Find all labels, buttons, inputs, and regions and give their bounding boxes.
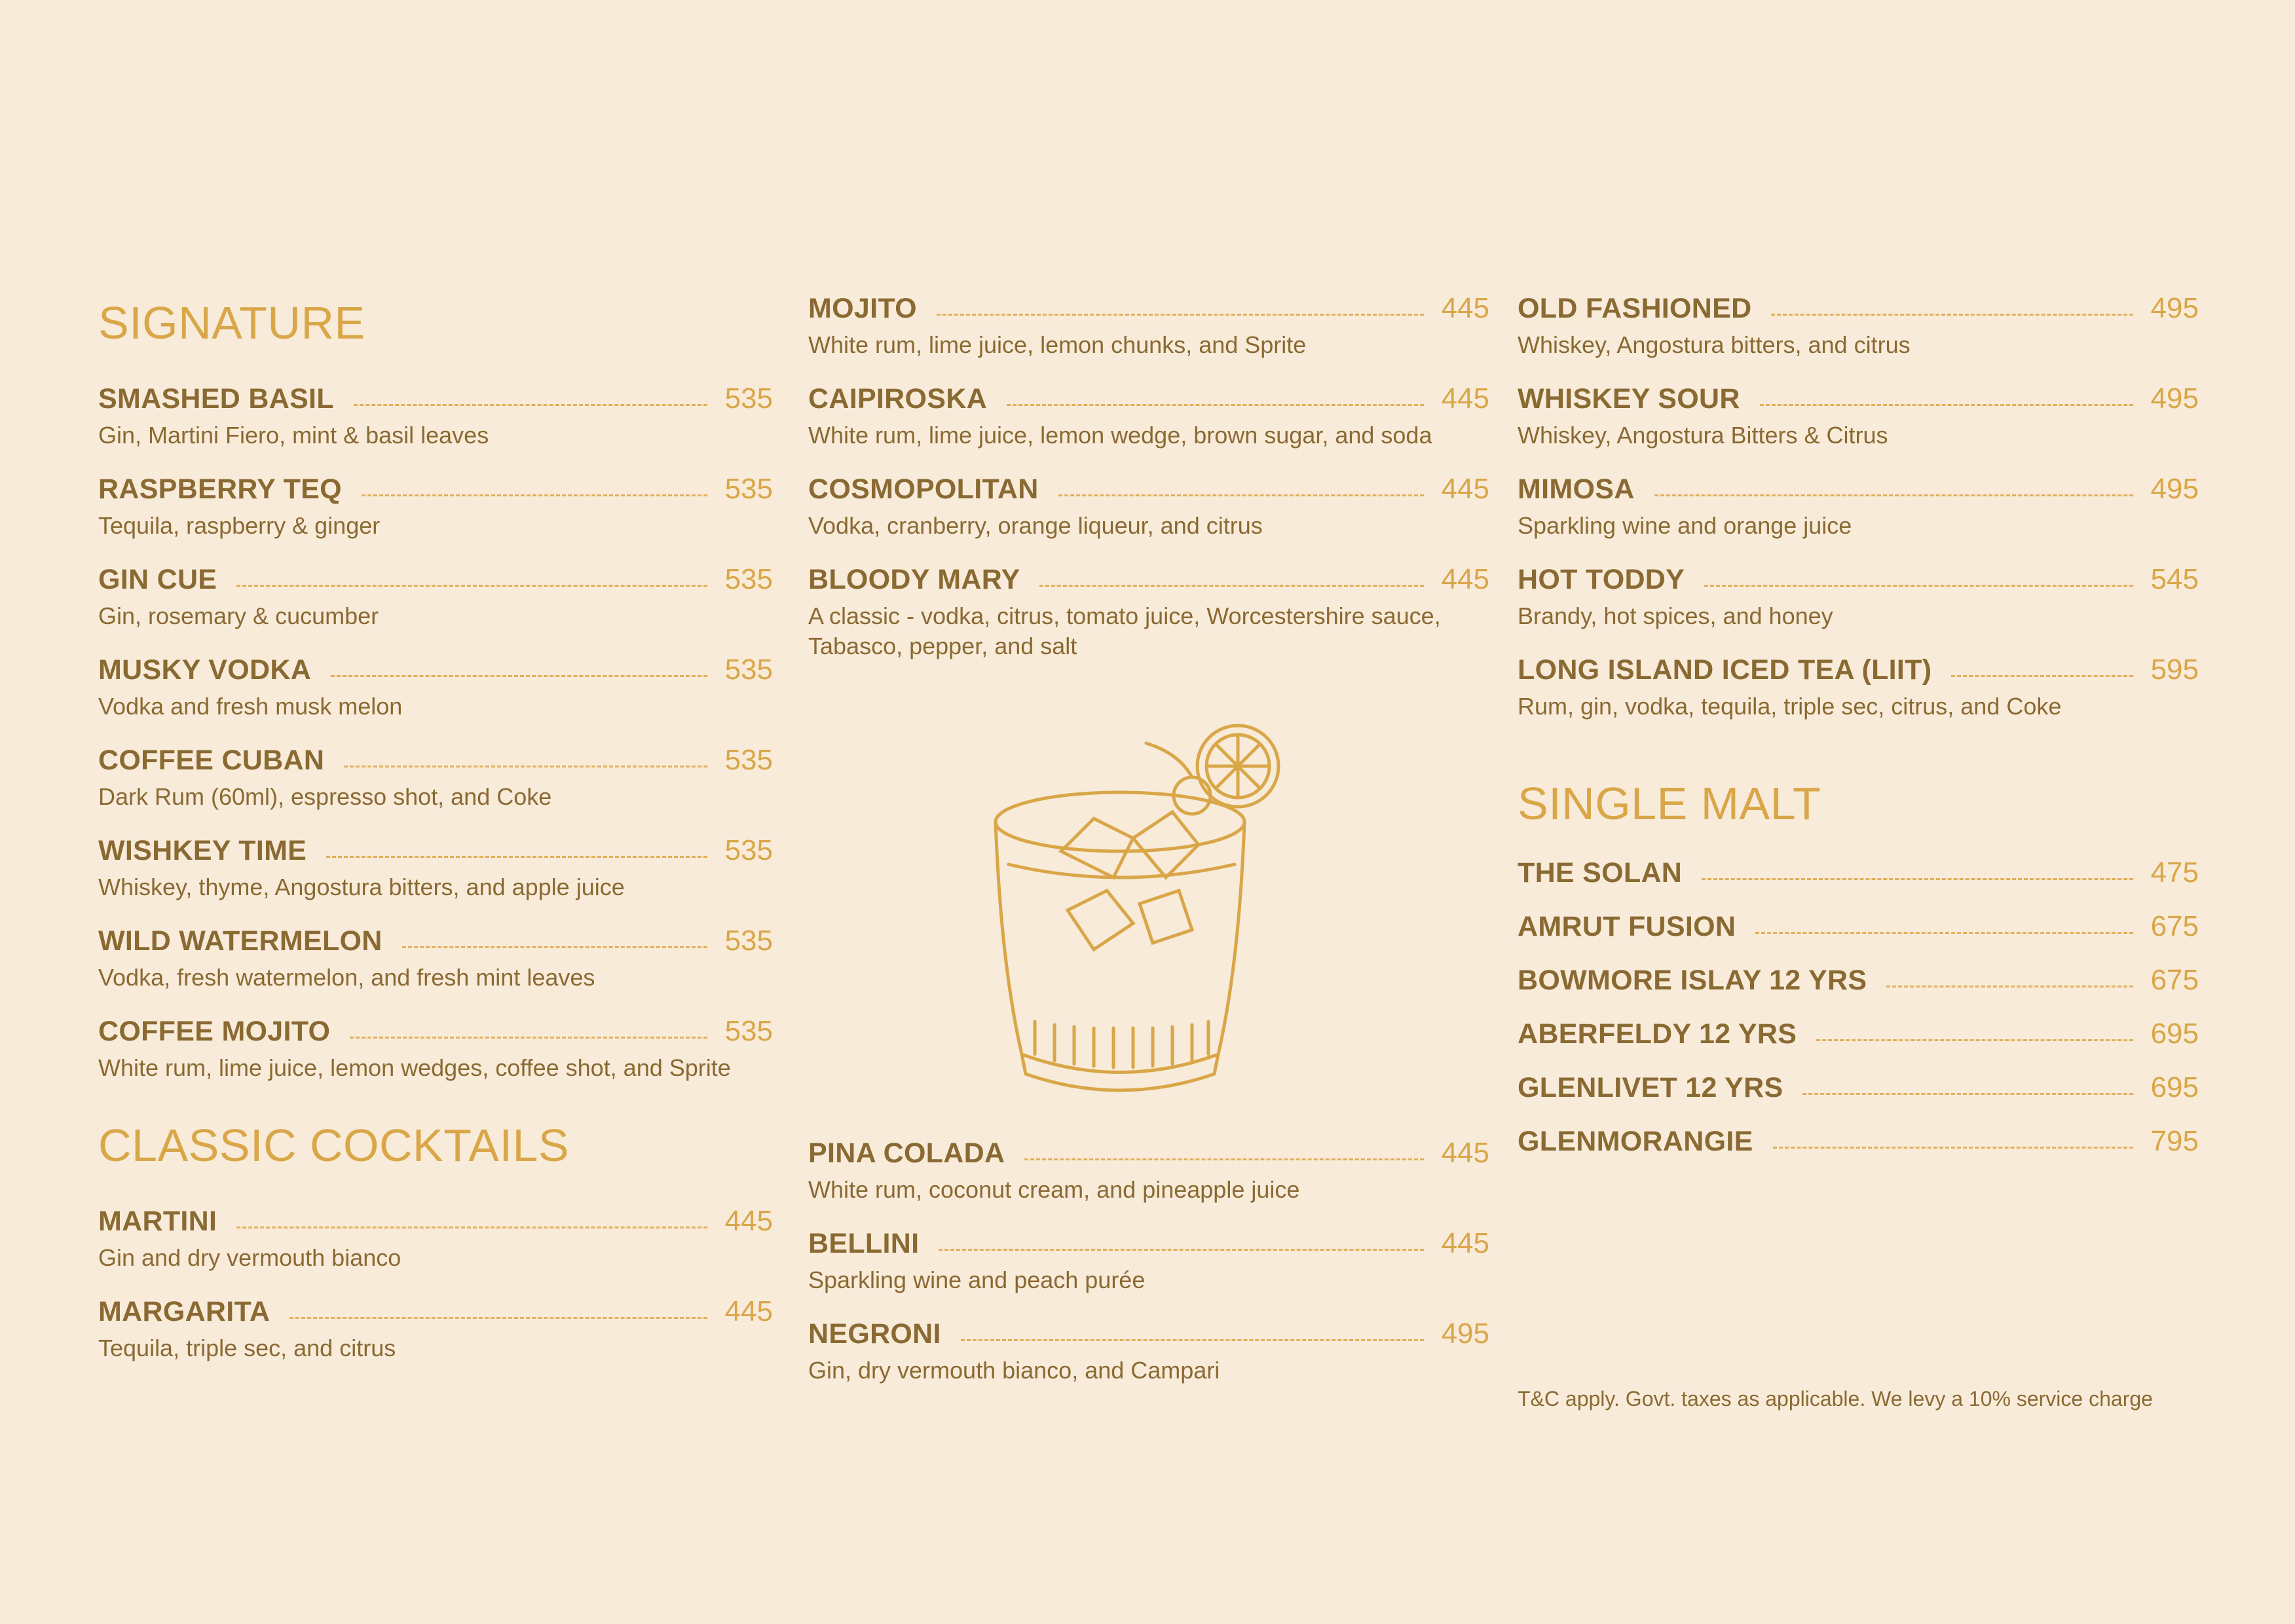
menu-item-row <box>808 559 1489 600</box>
menu-item-row <box>1518 469 2199 509</box>
item-name: THE SOLAN <box>1518 857 1683 889</box>
item-name: MARTINI <box>98 1205 217 1237</box>
menu-item <box>1518 1014 2199 1054</box>
item-description: Tequila, raspberry & ginger <box>98 512 381 539</box>
menu-item <box>98 1011 773 1083</box>
menu-item <box>98 650 773 722</box>
item-price: 445 <box>1441 563 1489 595</box>
item-price: 595 <box>2150 654 2199 686</box>
menu-item-row <box>808 469 1489 509</box>
item-price: 495 <box>1441 1318 1489 1350</box>
item-description: Vodka, fresh watermelon, and fresh mint leaves <box>98 964 595 991</box>
item-description: Whiskey, Angostura bitters, and citrus <box>1518 331 1911 358</box>
item-price: 535 <box>724 925 773 957</box>
dotted-leader <box>326 856 707 858</box>
section-title-signature: SIGNATURE <box>98 297 365 348</box>
menu-item <box>808 559 1489 661</box>
dotted-leader <box>344 766 707 767</box>
menu-item <box>98 1201 773 1273</box>
dotted-leader <box>331 675 707 677</box>
item-price: 495 <box>2150 292 2199 324</box>
menu-item-row <box>98 650 773 690</box>
menu-item-row <box>98 1201 773 1242</box>
item-price: 445 <box>1441 473 1489 505</box>
classic-list-right <box>1518 288 2199 722</box>
item-name: CAIPIROSKA <box>808 382 987 415</box>
menu-item-row <box>1518 1067 2199 1108</box>
item-description: Tequila, triple sec, and citrus <box>98 1335 396 1361</box>
dotted-leader <box>1760 404 2133 406</box>
item-name: GIN CUE <box>98 563 217 595</box>
menu-item-row <box>808 1133 1489 1173</box>
menu-item <box>1518 1067 2199 1108</box>
item-description: Whiskey, thyme, Angostura bitters, and apple juice <box>98 874 625 900</box>
column-middle <box>808 288 1489 680</box>
item-name: COFFEE CUBAN <box>98 744 325 776</box>
item-price: 445 <box>724 1295 773 1327</box>
dotted-leader <box>289 1317 707 1319</box>
menu-item <box>1518 906 2199 947</box>
item-name: HOT TODDY <box>1518 563 1685 595</box>
menu-item-row <box>98 921 773 961</box>
dotted-leader <box>1654 494 2133 496</box>
menu-item <box>808 288 1489 360</box>
dotted-leader <box>402 946 707 948</box>
item-description: Brandy, hot spices, and honey <box>1518 602 1833 629</box>
cocktail-glass-illustration <box>982 714 1284 1094</box>
menu-item-row <box>1518 906 2199 947</box>
item-name: GLENLIVET 12 YRS <box>1518 1071 1783 1103</box>
menu-item <box>1518 1121 2199 1162</box>
menu-item-row <box>98 559 773 600</box>
menu-item-row <box>98 378 773 419</box>
menu-item <box>98 378 773 451</box>
menu-item <box>1518 559 2199 631</box>
menu-item <box>808 1133 1489 1205</box>
item-price: 445 <box>1441 382 1489 415</box>
menu-item-row <box>808 1223 1489 1264</box>
menu-item <box>98 740 773 812</box>
dotted-leader <box>1773 1147 2133 1149</box>
item-price: 535 <box>724 744 773 776</box>
menu-item <box>808 469 1489 541</box>
menu-item-row <box>808 1314 1489 1354</box>
item-name: COSMOPOLITAN <box>808 473 1039 505</box>
item-name: AMRUT FUSION <box>1518 910 1736 942</box>
item-price: 535 <box>724 1015 773 1047</box>
dotted-leader <box>350 1037 707 1039</box>
footer-note: T&C apply. Govt. taxes as applicable. We levy a 10% service charge <box>1518 1387 2153 1411</box>
menu-item-row <box>808 378 1489 419</box>
menu-item <box>808 1314 1489 1386</box>
menu-item <box>98 1291 773 1363</box>
item-description: Sparkling wine and orange juice <box>1518 512 1852 539</box>
item-description: Gin, Martini Fiero, mint & basil leaves <box>98 422 489 449</box>
item-name: BELLINI <box>808 1227 920 1259</box>
dotted-leader <box>236 1227 707 1228</box>
item-description: Sparkling wine and peach purée <box>808 1266 1146 1293</box>
menu-item-row <box>1518 853 2199 893</box>
item-price: 695 <box>2150 1018 2199 1050</box>
menu-item <box>98 469 773 541</box>
single-malt-list <box>1518 853 2199 1162</box>
column-middle-bottom <box>808 1133 1489 1404</box>
menu-item <box>98 559 773 631</box>
dotted-leader <box>362 494 707 496</box>
menu-item-row <box>1518 288 2199 329</box>
menu-item <box>1518 650 2199 722</box>
item-price: 445 <box>1441 1227 1489 1259</box>
item-description: White rum, lime juice, lemon chunks, and Sprite <box>808 331 1307 358</box>
item-description: Whiskey, Angostura Bitters & Citrus <box>1518 422 1888 449</box>
dotted-leader <box>937 314 1424 316</box>
menu-item <box>1518 469 2199 541</box>
dotted-leader <box>1704 585 2133 587</box>
item-name: RASPBERRY TEQ <box>98 473 342 505</box>
menu-item-row <box>1518 378 2199 419</box>
item-price: 675 <box>2150 910 2199 942</box>
item-price: 495 <box>2150 473 2199 505</box>
dotted-leader <box>1802 1093 2133 1095</box>
classic-list-bottom <box>808 1133 1489 1386</box>
item-name: BLOODY MARY <box>808 563 1020 595</box>
dotted-leader <box>939 1249 1424 1251</box>
dotted-leader <box>354 404 707 406</box>
item-name: MIMOSA <box>1518 473 1635 505</box>
item-price: 535 <box>724 473 773 505</box>
column-right <box>1518 288 2199 1175</box>
menu-item <box>1518 960 2199 1001</box>
menu-item-row <box>98 469 773 509</box>
dotted-leader <box>1816 1039 2133 1041</box>
classic-list-continued <box>808 288 1489 661</box>
item-price: 535 <box>724 382 773 415</box>
dotted-leader <box>236 585 707 587</box>
classic-list <box>98 1201 773 1363</box>
item-name: NEGRONI <box>808 1318 941 1350</box>
item-name: ABERFELDY 12 YRS <box>1518 1018 1797 1050</box>
menu-item-row <box>98 830 773 871</box>
item-description: White rum, coconut cream, and pineapple juice <box>808 1176 1300 1203</box>
item-name: WILD WATERMELON <box>98 925 382 957</box>
item-description: Dark Rum (60ml), espresso shot, and Coke <box>98 783 552 810</box>
item-price: 535 <box>724 654 773 686</box>
dotted-leader <box>1886 986 2133 987</box>
item-name: OLD FASHIONED <box>1518 292 1752 324</box>
dotted-leader <box>1702 878 2133 880</box>
item-name: SMASHED BASIL <box>98 382 334 415</box>
menu-item <box>1518 288 2199 360</box>
item-description: A classic - vodka, citrus, tomato juice, Worcestershire sauce, Tabasco, pepper, and salt <box>808 602 1441 659</box>
dotted-leader <box>1039 585 1424 587</box>
section-title-single-malt: SINGLE MALT <box>1518 778 1821 829</box>
menu-item <box>808 378 1489 451</box>
item-name: BOWMORE ISLAY 12 YRS <box>1518 964 1867 996</box>
item-price: 445 <box>724 1205 773 1237</box>
menu-item <box>1518 378 2199 451</box>
item-description: White rum, lime juice, lemon wedge, brown sugar, and soda <box>808 422 1432 449</box>
item-name: COFFEE MOJITO <box>98 1015 331 1047</box>
menu-item <box>808 1223 1489 1295</box>
menu-item-row <box>1518 1121 2199 1162</box>
menu-item-row <box>1518 650 2199 690</box>
item-price: 695 <box>2150 1071 2199 1103</box>
item-name: MUSKY VODKA <box>98 654 312 686</box>
item-name: MARGARITA <box>98 1295 271 1327</box>
item-name: GLENMORANGIE <box>1518 1125 1753 1157</box>
item-description: Gin, dry vermouth bianco, and Campari <box>808 1357 1220 1384</box>
item-name: PINA COLADA <box>808 1137 1005 1169</box>
item-description: Vodka, cranberry, orange liqueur, and citrus <box>808 512 1263 539</box>
menu-item <box>1518 853 2199 893</box>
menu-item-row <box>1518 1014 2199 1054</box>
column-left <box>98 288 773 1382</box>
menu-item-row <box>98 1011 773 1052</box>
item-price: 535 <box>724 563 773 595</box>
dotted-leader <box>1024 1158 1424 1160</box>
menu-item <box>98 830 773 902</box>
item-name: MOJITO <box>808 292 917 324</box>
menu-item-row <box>98 740 773 781</box>
item-price: 475 <box>2150 857 2199 889</box>
item-description: Rum, gin, vodka, tequila, triple sec, citrus, and Coke <box>1518 693 2062 720</box>
menu-item-row <box>1518 559 2199 600</box>
item-price: 675 <box>2150 964 2199 996</box>
item-name: WHISKEY SOUR <box>1518 382 1740 415</box>
dotted-leader <box>1771 314 2133 316</box>
item-description: Gin and dry vermouth bianco <box>98 1244 401 1271</box>
menu-item-row <box>98 1291 773 1332</box>
menu-item-row <box>1518 960 2199 1001</box>
item-price: 535 <box>724 834 773 866</box>
item-price: 445 <box>1441 1137 1489 1169</box>
item-price: 545 <box>2150 563 2199 595</box>
item-description: White rum, lime juice, lemon wedges, coffee shot, and Sprite <box>98 1054 731 1081</box>
section-title-classic: CLASSIC COCKTAILS <box>98 1120 570 1171</box>
item-name: WISHKEY TIME <box>98 834 307 866</box>
menu-item <box>98 921 773 993</box>
dotted-leader <box>1755 932 2133 934</box>
item-description: Gin, rosemary & cucumber <box>98 602 379 629</box>
item-description: Vodka and fresh musk melon <box>98 693 403 720</box>
dotted-leader <box>1007 404 1424 406</box>
item-price: 495 <box>2150 382 2199 415</box>
dotted-leader <box>961 1339 1424 1341</box>
signature-list <box>98 378 773 1083</box>
menu-item-row <box>808 288 1489 329</box>
item-price: 445 <box>1441 292 1489 324</box>
item-name: LONG ISLAND ICED TEA (LIIT) <box>1518 654 1932 686</box>
dotted-leader <box>1058 494 1424 496</box>
item-price: 795 <box>2150 1125 2199 1157</box>
dotted-leader <box>1951 675 2133 677</box>
